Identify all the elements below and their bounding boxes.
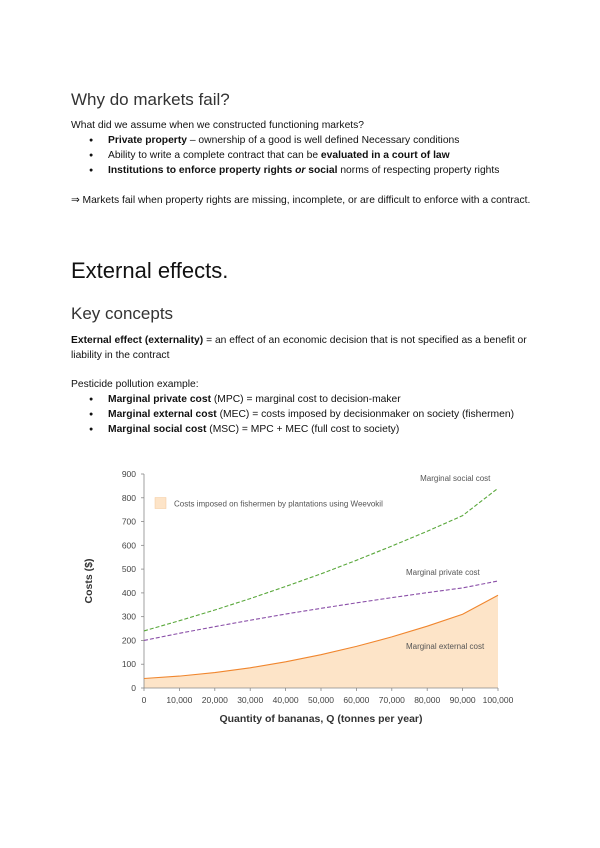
section-title: External effects.: [71, 258, 229, 283]
y-tick-label: 900: [121, 469, 136, 479]
x-tick-label: 80,000: [414, 695, 441, 705]
y-tick-label: 200: [121, 635, 136, 646]
list-text: (MPC) = marginal cost to decision-maker: [211, 394, 401, 405]
definition-body: = an effect of an economic decision that is not specified as a benefit or liability in the contract: [71, 335, 527, 361]
x-tick-label: 40,000: [272, 695, 299, 705]
series-line-0: [144, 488, 498, 631]
x-axis-label: Quantity of bananas, Q (tonnes per year): [219, 713, 423, 725]
definition-text: [71, 333, 531, 363]
bold-term: evaluated in a court of law: [320, 150, 450, 161]
example-intro: Pesticide pollution example:: [71, 379, 199, 390]
x-tick-label: 20,000: [201, 695, 228, 705]
legend-label: Costs imposed on fishermen by plantations using Weevokil: [174, 499, 383, 509]
list-text: (MSC) = MPC + MEC (full cost to society): [206, 424, 400, 435]
x-tick-label: 50,000: [308, 695, 334, 705]
intro-text: What did we assume when we constructed functioning markets?: [71, 120, 365, 131]
list-text: (MEC) = costs imposed by decisionmaker on society (fishermen): [216, 409, 515, 420]
chart-legend: [155, 498, 383, 509]
list-item: [71, 407, 528, 422]
list-item: [71, 392, 531, 407]
conclusion-text: ⇒ Markets fail when property rights are missing, incomplete, or are difficult to enforce with a contract.: [71, 195, 531, 206]
concepts-list: [71, 392, 531, 437]
list-item: [71, 422, 531, 437]
bold-term: External effect (externality): [71, 335, 204, 346]
series-label: Marginal private cost: [405, 568, 480, 578]
x-tick-label: 90,000: [449, 695, 476, 705]
italic-term: or: [295, 165, 306, 176]
x-tick-label: 30,000: [237, 695, 264, 705]
x-tick-label: 60,000: [343, 695, 370, 705]
y-tick-label: 600: [121, 540, 136, 551]
section-heading: Why do markets fail?: [71, 90, 230, 109]
y-tick-label: 500: [121, 564, 136, 575]
list-item: [71, 133, 531, 148]
x-tick-label: 10,000: [166, 695, 193, 705]
list-text: norms of respecting property rights: [337, 165, 500, 176]
list-item: [71, 163, 508, 178]
bold-term: Institutions to enforce property rights: [108, 165, 296, 176]
bold-term: Marginal social cost: [108, 424, 207, 435]
list-text: – ownership of a good is well defined Necessary conditions: [186, 135, 460, 146]
y-tick-label: 0: [131, 683, 136, 693]
bold-term: Private property: [108, 135, 187, 146]
list-text: Ability to write a complete contract that can be: [108, 150, 321, 161]
series-label: Marginal social cost: [420, 474, 491, 484]
series-label: Marginal external cost: [405, 641, 485, 651]
y-tick-label: 100: [121, 659, 136, 670]
y-axis-label: Costs ($): [83, 558, 95, 604]
bold-term: Marginal private cost: [108, 394, 211, 405]
assumptions-list: [71, 133, 531, 178]
y-tick-label: 700: [121, 516, 136, 527]
y-tick-label: 800: [121, 492, 136, 503]
subheading: Key concepts: [71, 304, 174, 323]
y-tick-label: 400: [121, 587, 136, 598]
bold-term: social: [305, 165, 338, 176]
bold-term: Marginal external cost: [108, 409, 217, 420]
y-tick-label: 300: [121, 611, 136, 622]
list-item: [71, 148, 531, 163]
legend-swatch: [155, 498, 166, 509]
x-tick-label: 0: [141, 695, 147, 705]
x-tick-label: 100,000: [482, 695, 514, 705]
x-tick-label: 70,000: [378, 695, 405, 705]
externality-chart: [78, 462, 528, 737]
